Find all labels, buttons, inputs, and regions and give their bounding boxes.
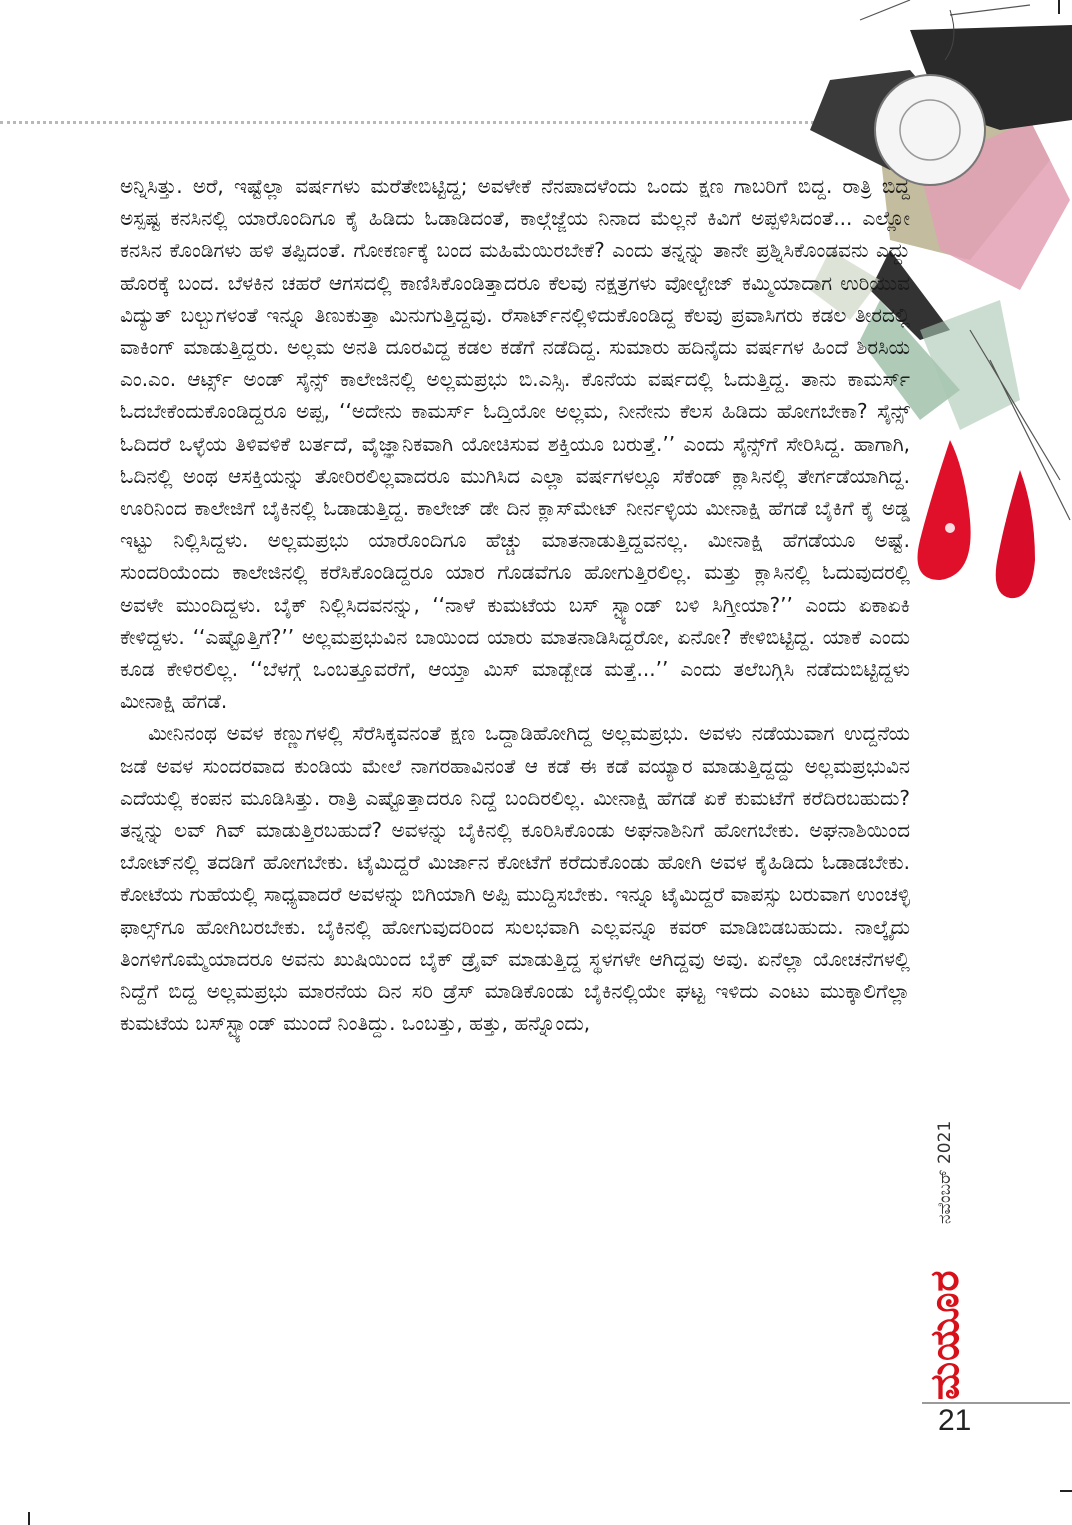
page-number: 21 bbox=[938, 1404, 972, 1437]
article-paragraph-2: ಮೀನಿನಂಥ ಅವಳ ಕಣ್ಣುಗಳಲ್ಲಿ ಸೆರೆಸಿಕ್ಕವನಂತೆ ಕ್ಷಣ ಒದ್ದಾಡಿಹೋಗಿದ್ದ ಅಲ್ಲಮಪ್ರಭು. ಅವಳು ನಡೆಯುವಾಗ ಉದ್ದನೆಯ ಜಡೆ ಅವಳ ಸುಂದರವಾದ ಕುಂಡಿಯ ಮೇಲೆ ನಾಗರಹಾವಿನಂತೆ ಆ ಕಡೆ ಈ ಕಡೆ ವಯ್ಯಾರ ಮಾಡುತ್ತಿದ್ದದ್ದು ಅಲ್ಲಮಪ್ರಭುವಿನ ಎದೆಯಲ್ಲಿ ಕಂಪನ ಮೂಡಿಸಿತ್ತು. ರಾತ್ರಿ ಎಷ್ಟೊತ್ತಾದರೂ ನಿದ್ದೆ ಬಂದಿರಲಿಲ್ಲ. ಮೀನಾಕ್ಷಿ ಹೆಗಡೆ ಏಕೆ ಕುಮಟೆಗೆ ಕರೆದಿರಬಹುದು? ತನ್ನನ್ನು ಲವ್ ಗಿವ್ ಮಾಡುತ್ತಿರಬಹುದೆ? ಅವಳನ್ನು ಬೈಕಿನಲ್ಲಿ ಕೂರಿಸಿಕೊಂಡು ಅಘನಾಶಿನಿಗೆ ಹೋಗಬೇಕು. ಅಘನಾಶಿಯಿಂದ ಬೋಟ್‌ನಲ್ಲಿ ತದಡಿಗೆ ಹೋಗಬೇಕು. ಟೈಮಿದ್ದರೆ ಮಿರ್ಜಾನ ಕೋಟೆಗೆ ಕರೆದುಕೊಂಡು ಹೋಗಿ ಅವಳ ಕೈಹಿಡಿದು ಓಡಾಡಬೇಕು. ಕೋಟೆಯ ಗುಹೆಯಲ್ಲಿ ಸಾಧ್ಯವಾದರೆ ಅವಳನ್ನು ಬಿಗಿಯಾಗಿ ಅಪ್ಪಿ ಮುದ್ದಿಸಬೇಕು. ಇನ್ನೂ ಟೈಮಿದ್ದರೆ ವಾಪಸ್ಸು ಬರುವಾಗ ಉಂಚಳ್ಳಿ ಫಾಲ್ಸ್‌ಗೂ ಹೋಗಿಬರಬೇಕು. ಬೈಕಿನಲ್ಲಿ ಹೋಗುವುದರಿಂದ ಸುಲಭವಾಗಿ ಎಲ್ಲವನ್ನೂ ಕವರ್ ಮಾಡಿಬಿಡಬಹುದು. ನಾಲ್ಕೈದು ತಿಂಗಳಿಗೊಮ್ಮೆಯಾದರೂ ಅವನು ಖುಷಿಯಿಂದ ಬೈಕ್ ಡ್ರೈವ್ ಮಾಡುತ್ತಿದ್ದ ಸ್ಥಳಗಳೇ ಆಗಿದ್ದವು ಅವು. ಏನೆಲ್ಲಾ ಯೋಚನೆಗಳಲ್ಲಿ ನಿದ್ದೆಗೆ ಬಿದ್ದ ಅಲ್ಲಮಪ್ರಭು ಮಾರನೆಯ ದಿನ ಸರಿ ಡ್ರೆಸ್ ಮಾಡಿಕೊಂಡು ಬೈಕಿನಲ್ಲಿಯೇ ಘಟ್ಟ ಇಳಿದು ಎಂಟು ಮುಕ್ಕಾಲಿಗೆಲ್ಲಾ ಕುಮಟೆಯ ಬಸ್‌ಸ್ಟ್ಯಾಂಡ್ ಮುಂದೆ ನಿಂತಿದ್ದು. ಒಂಬತ್ತು, ಹತ್ತು, ಹನ್ನೊಂದು, bbox=[120, 721, 910, 1036]
magazine-logo: ಮಯೂರ bbox=[922, 1269, 968, 1401]
issue-date: ನವೆಂಬರ್ 2021 bbox=[935, 1120, 955, 1224]
article-body bbox=[120, 170, 910, 1039]
crop-mark bbox=[1058, 0, 1060, 14]
article-paragraph-1: ಅನ್ನಿಸಿತ್ತು. ಅರೆ, ಇಷ್ಟೆಲ್ಲಾ ವರ್ಷಗಳು ಮರೆತೇಬಿಟ್ಟಿದ್ದ; ಅವಳೇಕೆ ನೆನಪಾದಳೆಂದು ಒಂದು ಕ್ಷಣ ಗಾಬರಿಗೆ ಬಿದ್ದ. ರಾತ್ರಿ ಬಿದ್ದ ಅಸ್ಪಷ್ಟ ಕನಸಿನಲ್ಲಿ ಯಾರೊಂದಿಗೂ ಕೈ ಹಿಡಿದು ಓಡಾಡಿದಂತೆ, ಕಾಲ್ಗೆಜ್ಜೆಯ ನಿನಾದ ಮೆಲ್ಲನೆ ಕಿವಿಗೆ ಅಪ್ಪಳಿಸಿದಂತೆ... ಎಲ್ಲೋ ಕನಸಿನ ಕೊಂಡಿಗಳು ಹಳಿ ತಪ್ಪಿದಂತೆ. ಗೋಕರ್ಣಕ್ಕೆ ಬಂದ ಮಹಿಮೆಯಿರಬೇಕೆ? ಎಂದು ತನ್ನನ್ನು ತಾನೇ ಪ್ರಶ್ನಿಸಿಕೊಂಡವನು ಎದ್ದು ಹೊರಕ್ಕೆ ಬಂದ. ಬೆಳಕಿನ ಚಹರೆ ಆಗಸದಲ್ಲಿ ಕಾಣಿಸಿಕೊಂಡಿತ್ತಾದರೂ ಕೆಲವು ನಕ್ಷತ್ರಗಳು ವೋಲ್ಟೇಜ್ ಕಮ್ಮಿಯಾದಾಗ ಉರಿಯುವ ವಿದ್ಯುತ್ ಬಲ್ಬುಗಳಂತೆ ಇನ್ನೂ ತಿಣುಕುತ್ತಾ ಮಿನುಗುತ್ತಿದ್ದವು. ರೆಸಾರ್ಟ್‌ನಲ್ಲಿಳಿದುಕೊಂಡಿದ್ದ ಕೆಲವು ಪ್ರವಾಸಿಗರು ಕಡಲ ತೀರದಲ್ಲಿ ವಾಕಿಂಗ್ ಮಾಡುತ್ತಿದ್ದರು. ಅಲ್ಲಮ ಅನತಿ ದೂರವಿದ್ದ ಕಡಲ ಕಡೆಗೆ ನಡೆದಿದ್ದ. ಸುಮಾರು ಹದಿನೈದು ವರ್ಷಗಳ ಹಿಂದೆ ಶಿರಸಿಯ ಎಂ.ಎಂ. ಆರ್ಟ್ಸ್ ಅಂಡ್ ಸೈನ್ಸ್ ಕಾಲೇಜಿನಲ್ಲಿ ಅಲ್ಲಮಪ್ರಭು ಬಿ.ಎಸ್ಸಿ. ಕೊನೆಯ ವರ್ಷದಲ್ಲಿ ಓದುತ್ತಿದ್ದ. ತಾನು ಕಾಮರ್ಸ್ ಓದಬೇಕೆಂದುಕೊಂಡಿದ್ದರೂ ಅಪ್ಪ, ‘‘ಅದೇನು ಕಾಮರ್ಸ್ ಓದ್ತಿಯೋ ಅಲ್ಲಮ, ನೀನೇನು ಕೆಲಸ ಹಿಡಿದು ಹೋಗಬೇಕಾ? ಸೈನ್ಸ್ ಓದಿದರೆ ಒಳ್ಳೆಯ ತಿಳಿವಳಿಕೆ ಬರ್ತದೆ, ವೈಜ್ಞಾನಿಕವಾಗಿ ಯೋಚಿಸುವ ಶಕ್ತಿಯೂ ಬರುತ್ತೆ.’’ ಎಂದು ಸೈನ್ಸ್‌ಗೆ ಸೇರಿಸಿದ್ದ. ಹಾಗಾಗಿ, ಓದಿನಲ್ಲಿ ಅಂಥ ಆಸಕ್ತಿಯನ್ನು ತೋರಿರಲಿಲ್ಲವಾದರೂ ಮುಗಿಸಿದ ಎಲ್ಲಾ ವರ್ಷಗಳಲ್ಲೂ ಸೆಕೆಂಡ್ ಕ್ಲಾಸಿನಲ್ಲಿ ತೇರ್ಗಡೆಯಾಗಿದ್ದ. ಊರಿನಿಂದ ಕಾಲೇಜಿಗೆ ಬೈಕಿನಲ್ಲಿ ಓಡಾಡುತ್ತಿದ್ದ. ಕಾಲೇಜ್ ಡೇ ದಿನ ಕ್ಲಾಸ್‌ಮೇಟ್ ನೀರ್ನಳ್ಳಿಯ ಮೀನಾಕ್ಷಿ ಹೆಗಡೆ ಬೈಕಿಗೆ ಕೈ ಅಡ್ಡ ಇಟ್ಟು ನಿಲ್ಲಿಸಿದ್ದಳು. ಅಲ್ಲಮಪ್ರಭು ಯಾರೊಂದಿಗೂ ಹೆಚ್ಚು ಮಾತನಾಡುತ್ತಿದ್ದವನಲ್ಲ. ಮೀನಾಕ್ಷಿ ಹೆಗಡೆಯೂ ಅಷ್ಟೆ. ಸುಂದರಿಯೆಂದು ಕಾಲೇಜಿನಲ್ಲಿ ಕರೆಸಿಕೊಂಡಿದ್ದರೂ ಯಾರ ಗೊಡವೆಗೂ ಹೋಗುತ್ತಿರಲಿಲ್ಲ. ಮತ್ತು ಕ್ಲಾಸಿನಲ್ಲಿ ಓದುವುದರಲ್ಲಿ ಅವಳೇ ಮುಂದಿದ್ದಳು. ಬೈಕ್ ನಿಲ್ಲಿಸಿದವನನ್ನು, ‘‘ನಾಳೆ ಕುಮಟೆಯ ಬಸ್ ಸ್ಟ್ಯಾಂಡ್ ಬಳಿ ಸಿಗ್ತೀಯಾ?’’ ಎಂದು ಏಕಾಏಕಿ ಕೇಳಿದ್ದಳು. ‘‘ಎಷ್ಟೊತ್ತಿಗೆ?’’ ಅಲ್ಲಮಪ್ರಭುವಿನ ಬಾಯಿಂದ ಯಾರು ಮಾತನಾಡಿಸಿದ್ದರೋ, ಏನೋ? ಕೇಳಿಬಿಟ್ಟಿದ್ದ. ಯಾಕೆ ಎಂದು ಕೂಡ ಕೇಳಿರಲಿಲ್ಲ. ‘‘ಬೆಳಗ್ಗೆ ಒಂಬತ್ತೂವರೆಗೆ, ಆಯ್ತಾ ಮಿಸ್ ಮಾಡ್ಬೇಡ ಮತ್ತೆ...’’ ಎಂದು ತಲೆಬಗ್ಗಿಸಿ ನಡೆದುಬಿಟ್ಟಿದ್ದಳು ಮೀನಾಕ್ಷಿ ಹೆಗಡೆ. bbox=[120, 174, 910, 714]
crop-mark bbox=[28, 1512, 30, 1525]
crop-mark bbox=[1060, 1490, 1072, 1492]
dotted-divider bbox=[0, 121, 880, 124]
